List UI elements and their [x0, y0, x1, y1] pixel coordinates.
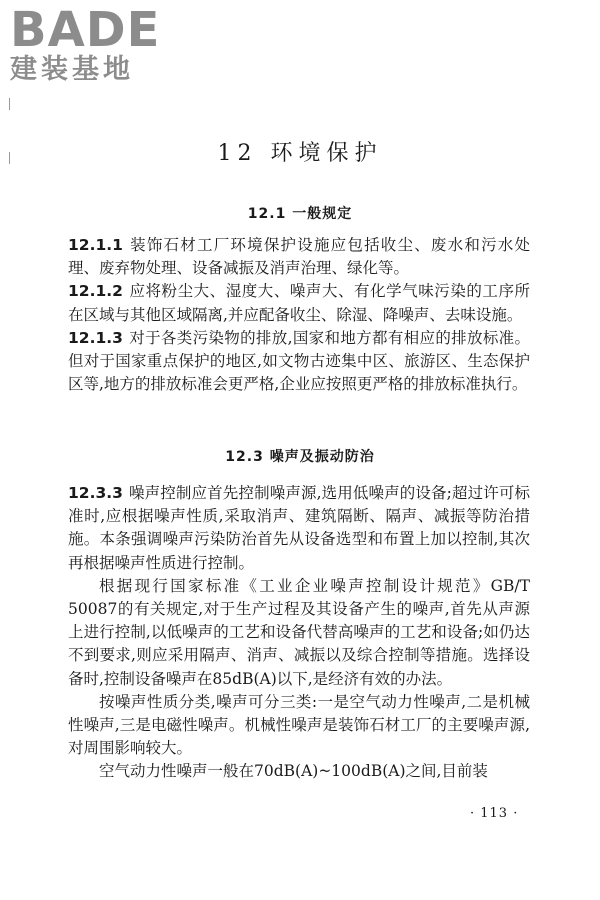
margin-mark [9, 98, 10, 110]
logo-subtitle: 建装基地 [10, 54, 134, 85]
clause-text: 噪声控制应首先控制噪声源,选用低噪声的设备;超过许可标准时,应根据噪声性质,采取消声、建筑隔断、隔声、减振等防治措施。本条强调噪声污染防治首先从设备选型和布置上加以控制,其次再根据噪声性质进行控制。 [68, 484, 530, 572]
clause-text: 应将粉尘大、湿度大、噪声大、有化学气味污染的工序所在区域与其他区域隔离,并应配备收尘、除湿、降噪声、去味设施。 [68, 282, 530, 324]
paragraph: 空气动力性噪声一般在70dB(A)~100dB(A)之间,目前装 [99, 762, 488, 781]
clause-number: 12.3.3 [68, 484, 123, 502]
chapter-title: 12 环境保护 [217, 141, 383, 166]
paragraph: 按噪声性质分类,噪声可分三类:一是空气动力性噪声,二是机械性噪声,三是电磁性噪声。机械性噪声是装饰石材工厂的主要噪声源,对周围影响较大。 [68, 692, 530, 758]
section-12-1-body [68, 234, 530, 396]
clause-text: 对于各类污染物的排放,国家和地方都有相应的排放标准。但对于国家重点保护的地区,如文物古迹集中区、旅游区、生态保护区等,地方的排放标准会更严格,企业应按照更严格的排放标准执行。 [68, 328, 530, 394]
paragraph: 根据现行国家标准《工业企业噪声控制设计规范》GB/T 50087的有关规定,对于生产过程及其设备产生的噪声,首先从声源上进行控制,以低噪声的工艺和设备代替高噪声的工艺和设备;如仍达不到要求,则应采用隔声、消声、减振以及综合控制等措施。选择设备时,控制设备噪声在85dB(A)以下,是经济有效的办法。 [68, 576, 530, 688]
clause-12-1-2 [68, 280, 530, 326]
clause-number: 12.1.2 [68, 282, 123, 301]
section-title-12-3: 12.3 噪声及振动防治 [225, 449, 375, 465]
section-12-3-body [68, 482, 530, 784]
clause-number: 12.1.3 [68, 328, 123, 347]
page-number: · 113 · [470, 806, 519, 821]
section-title-12-1: 12.1 一般规定 [247, 206, 353, 222]
clause-12-3-3 [68, 482, 530, 575]
clause-12-1-1 [68, 234, 530, 280]
logo-wordmark: BADE [10, 2, 161, 58]
bade-logo [10, 2, 175, 86]
clause-text: 装饰石材工厂环境保护设施应包括收尘、废水和污水处理、废弃物处理、设备减振及消声治理、绿化等。 [68, 236, 530, 278]
clause-12-1-3 [68, 327, 530, 397]
clause-number: 12.1.1 [68, 236, 123, 254]
